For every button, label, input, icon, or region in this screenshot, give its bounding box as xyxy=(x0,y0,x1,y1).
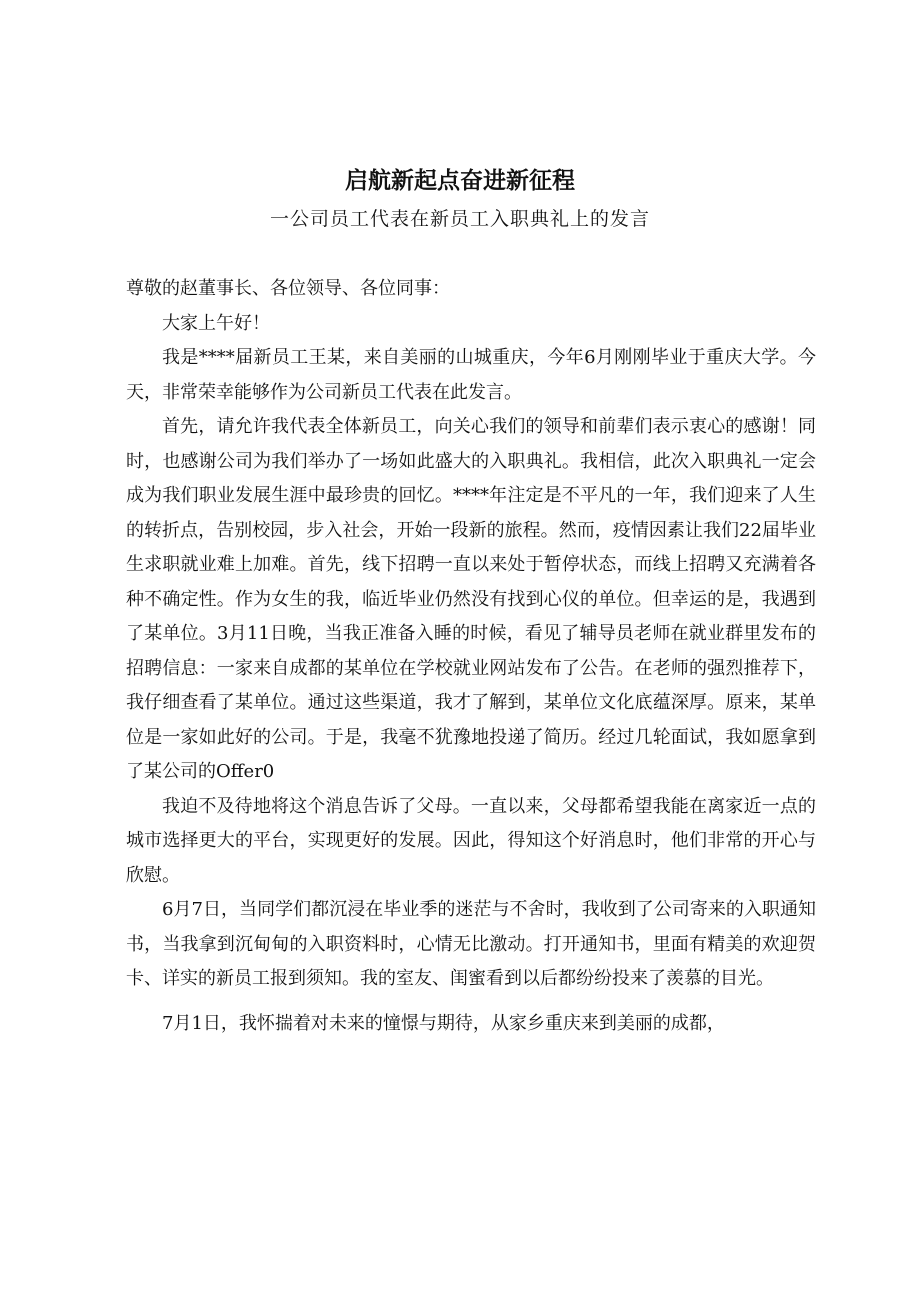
paragraph-greeting: 大家上午好！ xyxy=(162,312,270,334)
paragraph-offer-letter: 6月7日，当同学们都沉浸在毕业季的迷茫与不舍时，我收到了公司寄来的入职通知书，当我拿到沉甸甸的入职资料时，心情无比激动。打开通知书，里面有精美的欢迎贺卡、详实的新员工报到须知。我的室友、闺蜜看到以后都纷纷投来了羡慕的目光。 xyxy=(126,899,816,989)
document-subtitle: 一公司员工代表在新员工入职典礼上的发言 xyxy=(269,208,650,230)
paragraph-thanks-and-story: 首先，请允许我代表全体新员工，向关心我们的领导和前辈们表示衷心的感谢！同时，也感谢公司为我们举办了一场如此盛大的入职典礼。我相信，此次入职典礼一定会成为我们职业发展生涯中最珍贵的回忆。****年注定是不平凡的一年，我们迎来了人生的转折点，告别校园，步入社会，开始一段新的旅程。然而，疫情因素让我们22届毕业生求职就业难上加难。首先，线下招聘一直以来处于暂停状态，而线上招聘又充满着各种不确定性。作为女生的我，临近毕业仍然没有找到心仪的单位。但幸运的是，我遇到了某单位。3月11日晚，当我正准备入睡的时候，看见了辅导员老师在就业群里发布的招聘信息：一家来自成都的某单位在学校就业网站发布了公告。在老师的强烈推荐下，我仔细查看了某单位。通过这些渠道，我才了解到，某单位文化底蕴深厚。原来，某单位是一家如此好的公司。于是，我毫不犹豫地投递了简历。经过几轮面试，我如愿拿到了某公司的Offer0 xyxy=(126,416,816,782)
paragraph-introduction: 我是****届新员工王某，来自美丽的山城重庆，今年6月刚刚毕业于重庆大学。今天，非常荣幸能够作为公司新员工代表在此发言。 xyxy=(126,347,816,403)
paragraph-parents: 我迫不及待地将这个消息告诉了父母。一直以来，父母都希望我能在离家近一点的城市选择更大的平台，实现更好的发展。因此，得知这个好消息时，他们非常的开心与欣慰。 xyxy=(126,795,816,886)
paragraph-arrival: 7月1日，我怀揣着对未来的憧憬与期待，从家乡重庆来到美丽的成都， xyxy=(162,1012,725,1034)
document-body xyxy=(126,272,816,1041)
document-title: 启航新起点奋进新征程 xyxy=(345,168,575,194)
salutation: 尊敬的赵董事长、各位领导、各位同事： xyxy=(126,278,450,299)
